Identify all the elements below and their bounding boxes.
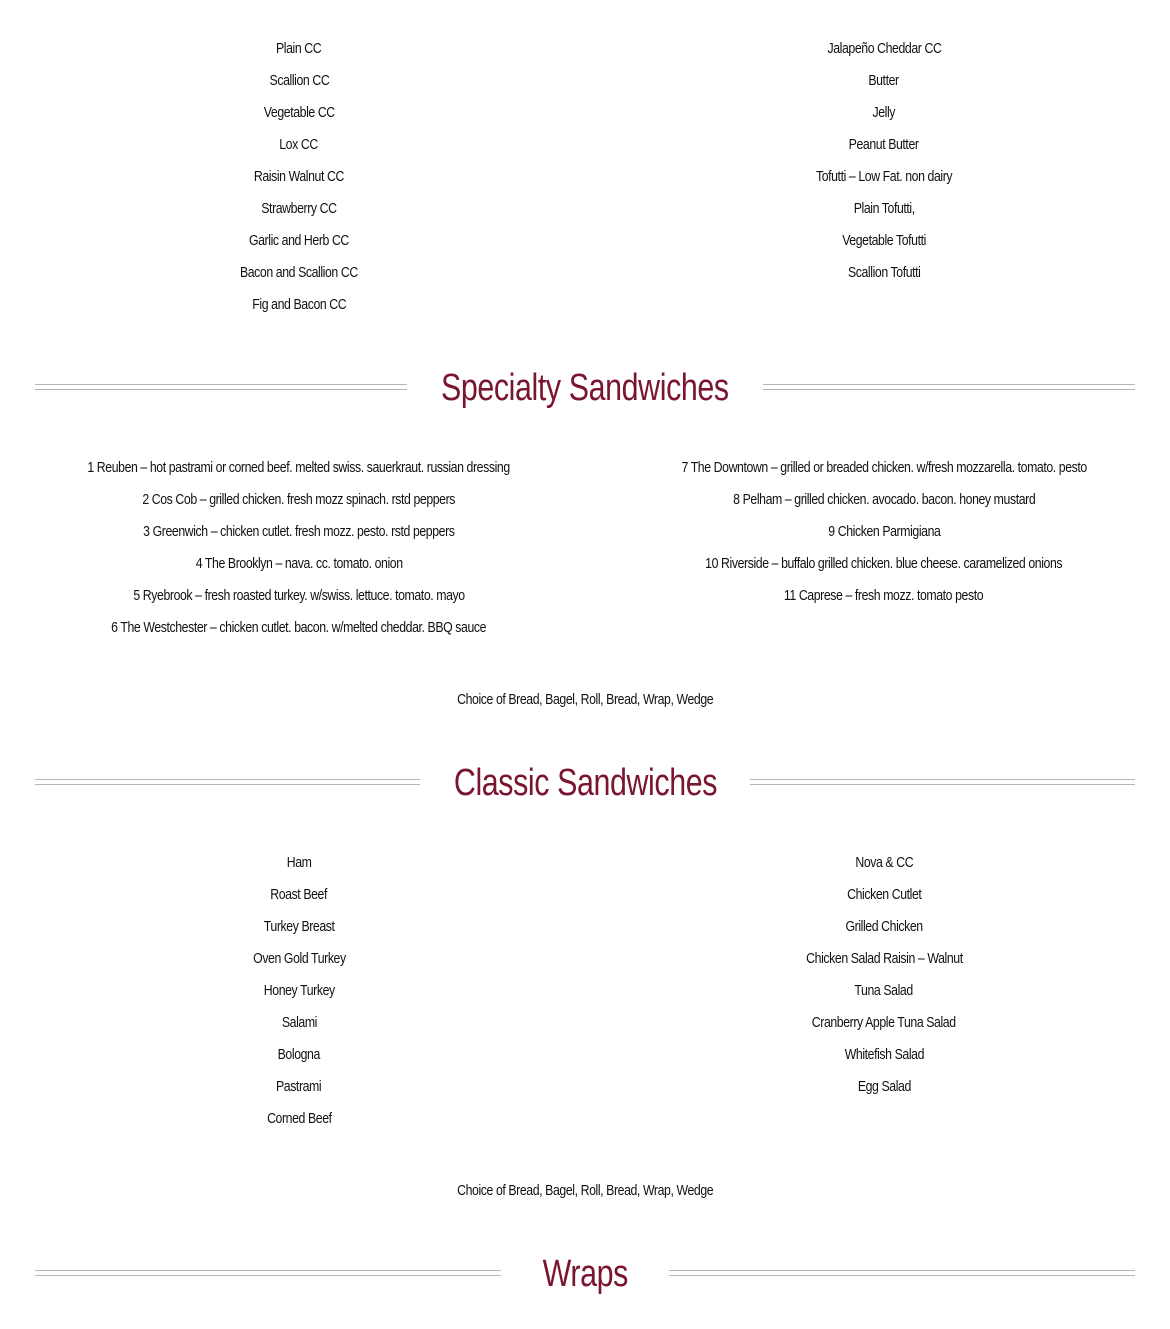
classic-list: [0, 847, 1170, 1135]
menu-item: 11 Caprese – fresh mozz. tomato pesto: [784, 587, 984, 604]
spreads-right-column: [598, 33, 1170, 321]
classic-section-header: [0, 758, 1170, 808]
menu-item: Grilled Chicken: [845, 918, 923, 935]
specialty-bread-note: Choice of Bread, Bagel, Roll, Bread, Wrap, Wedge: [456, 691, 714, 708]
menu-item: Nova & CC: [855, 854, 913, 871]
menu-item: Bacon and Scallion CC: [240, 264, 358, 281]
menu-item: Pastrami: [276, 1078, 322, 1095]
menu-item: 1 Reuben – hot pastrami or corned beef. melted swiss. sauerkraut. russian dressing: [87, 459, 511, 476]
menu-item: Fig and Bacon CC: [252, 296, 346, 313]
specialty-section-title: Specialty Sandwiches: [441, 367, 729, 409]
menu-item: Tuna Salad: [854, 982, 914, 999]
menu-item: Garlic and Herb CC: [249, 232, 349, 249]
menu-item: Lox CC: [279, 136, 319, 153]
menu-item: Plain Tofutti,: [853, 200, 915, 217]
menu-item: Butter: [868, 72, 900, 89]
menu-item: Oven Gold Turkey: [252, 950, 346, 967]
menu-item: 5 Ryebrook – fresh roasted turkey. w/swiss. lettuce. tomato. mayo: [133, 587, 465, 604]
menu-item: Scallion Tofutti: [847, 264, 921, 281]
menu-item: Whitefish Salad: [844, 1046, 924, 1063]
menu-item: Strawberry CC: [261, 200, 337, 217]
wraps-section-header: [0, 1249, 1170, 1299]
menu-item: Bologna: [277, 1046, 321, 1063]
menu-item: Salami: [281, 1014, 317, 1031]
menu-item: 9 Chicken Parmigiana: [827, 523, 941, 540]
wraps-section-title: Wraps: [542, 1253, 628, 1295]
divider-rule: [669, 1270, 1135, 1276]
specialty-section-header: [0, 363, 1170, 413]
menu-item: 4 The Brooklyn – nava. cc. tomato. onion: [195, 555, 403, 572]
menu-item: Vegetable CC: [263, 104, 335, 121]
classic-right-column: [598, 847, 1170, 1135]
menu-item: Cranberry Apple Tuna Salad: [812, 1014, 956, 1031]
spreads-left-column: [0, 33, 598, 321]
menu-item: Chicken Salad Raisin – Walnut: [805, 950, 963, 967]
menu-item: Corned Beef: [266, 1110, 332, 1127]
menu-item: Jelly: [872, 104, 896, 121]
divider-rule: [750, 779, 1135, 785]
menu-item: Turkey Breast: [263, 918, 335, 935]
menu-item: Scallion CC: [269, 72, 329, 89]
classic-bread-note: Choice of Bread, Bagel, Roll, Bread, Wrap, Wedge: [456, 1182, 714, 1199]
specialty-left-column: [0, 452, 598, 644]
menu-item: Ham: [286, 854, 312, 871]
spreads-list: [0, 33, 1170, 321]
menu-item: Plain CC: [276, 40, 322, 57]
specialty-list: [0, 452, 1170, 644]
menu-item: Vegetable Tofutti: [842, 232, 926, 249]
menu-item: Chicken Cutlet: [846, 886, 922, 903]
menu-item: 7 The Downtown – grilled or breaded chicken. w/fresh mozzarella. tomato. pesto: [681, 459, 1087, 476]
classic-section-title: Classic Sandwiches: [453, 762, 717, 804]
menu-item: Jalapeño Cheddar CC: [827, 40, 941, 57]
specialty-right-column: [598, 452, 1170, 644]
divider-rule: [763, 384, 1135, 390]
classic-left-column: [0, 847, 598, 1135]
menu-item: Honey Turkey: [263, 982, 335, 999]
menu-item: 8 Pelham – grilled chicken. avocado. bacon. honey mustard: [732, 491, 1036, 508]
menu-item: 2 Cos Cob – grilled chicken. fresh mozz spinach. rstd peppers: [142, 491, 456, 508]
menu-item: 10 Riverside – buffalo grilled chicken. blue cheese. caramelized onions: [705, 555, 1063, 572]
menu-item: 3 Greenwich – chicken cutlet. fresh mozz. pesto. rstd peppers: [143, 523, 455, 540]
menu-item: Egg Salad: [857, 1078, 911, 1095]
menu-item: Raisin Walnut CC: [253, 168, 345, 185]
menu-item: Tofutti – Low Fat. non dairy: [815, 168, 953, 185]
menu-item: 6 The Westchester – chicken cutlet. bacon. w/melted cheddar. BBQ sauce: [111, 619, 487, 636]
menu-item: Roast Beef: [270, 886, 328, 903]
menu-item: Peanut Butter: [849, 136, 919, 153]
